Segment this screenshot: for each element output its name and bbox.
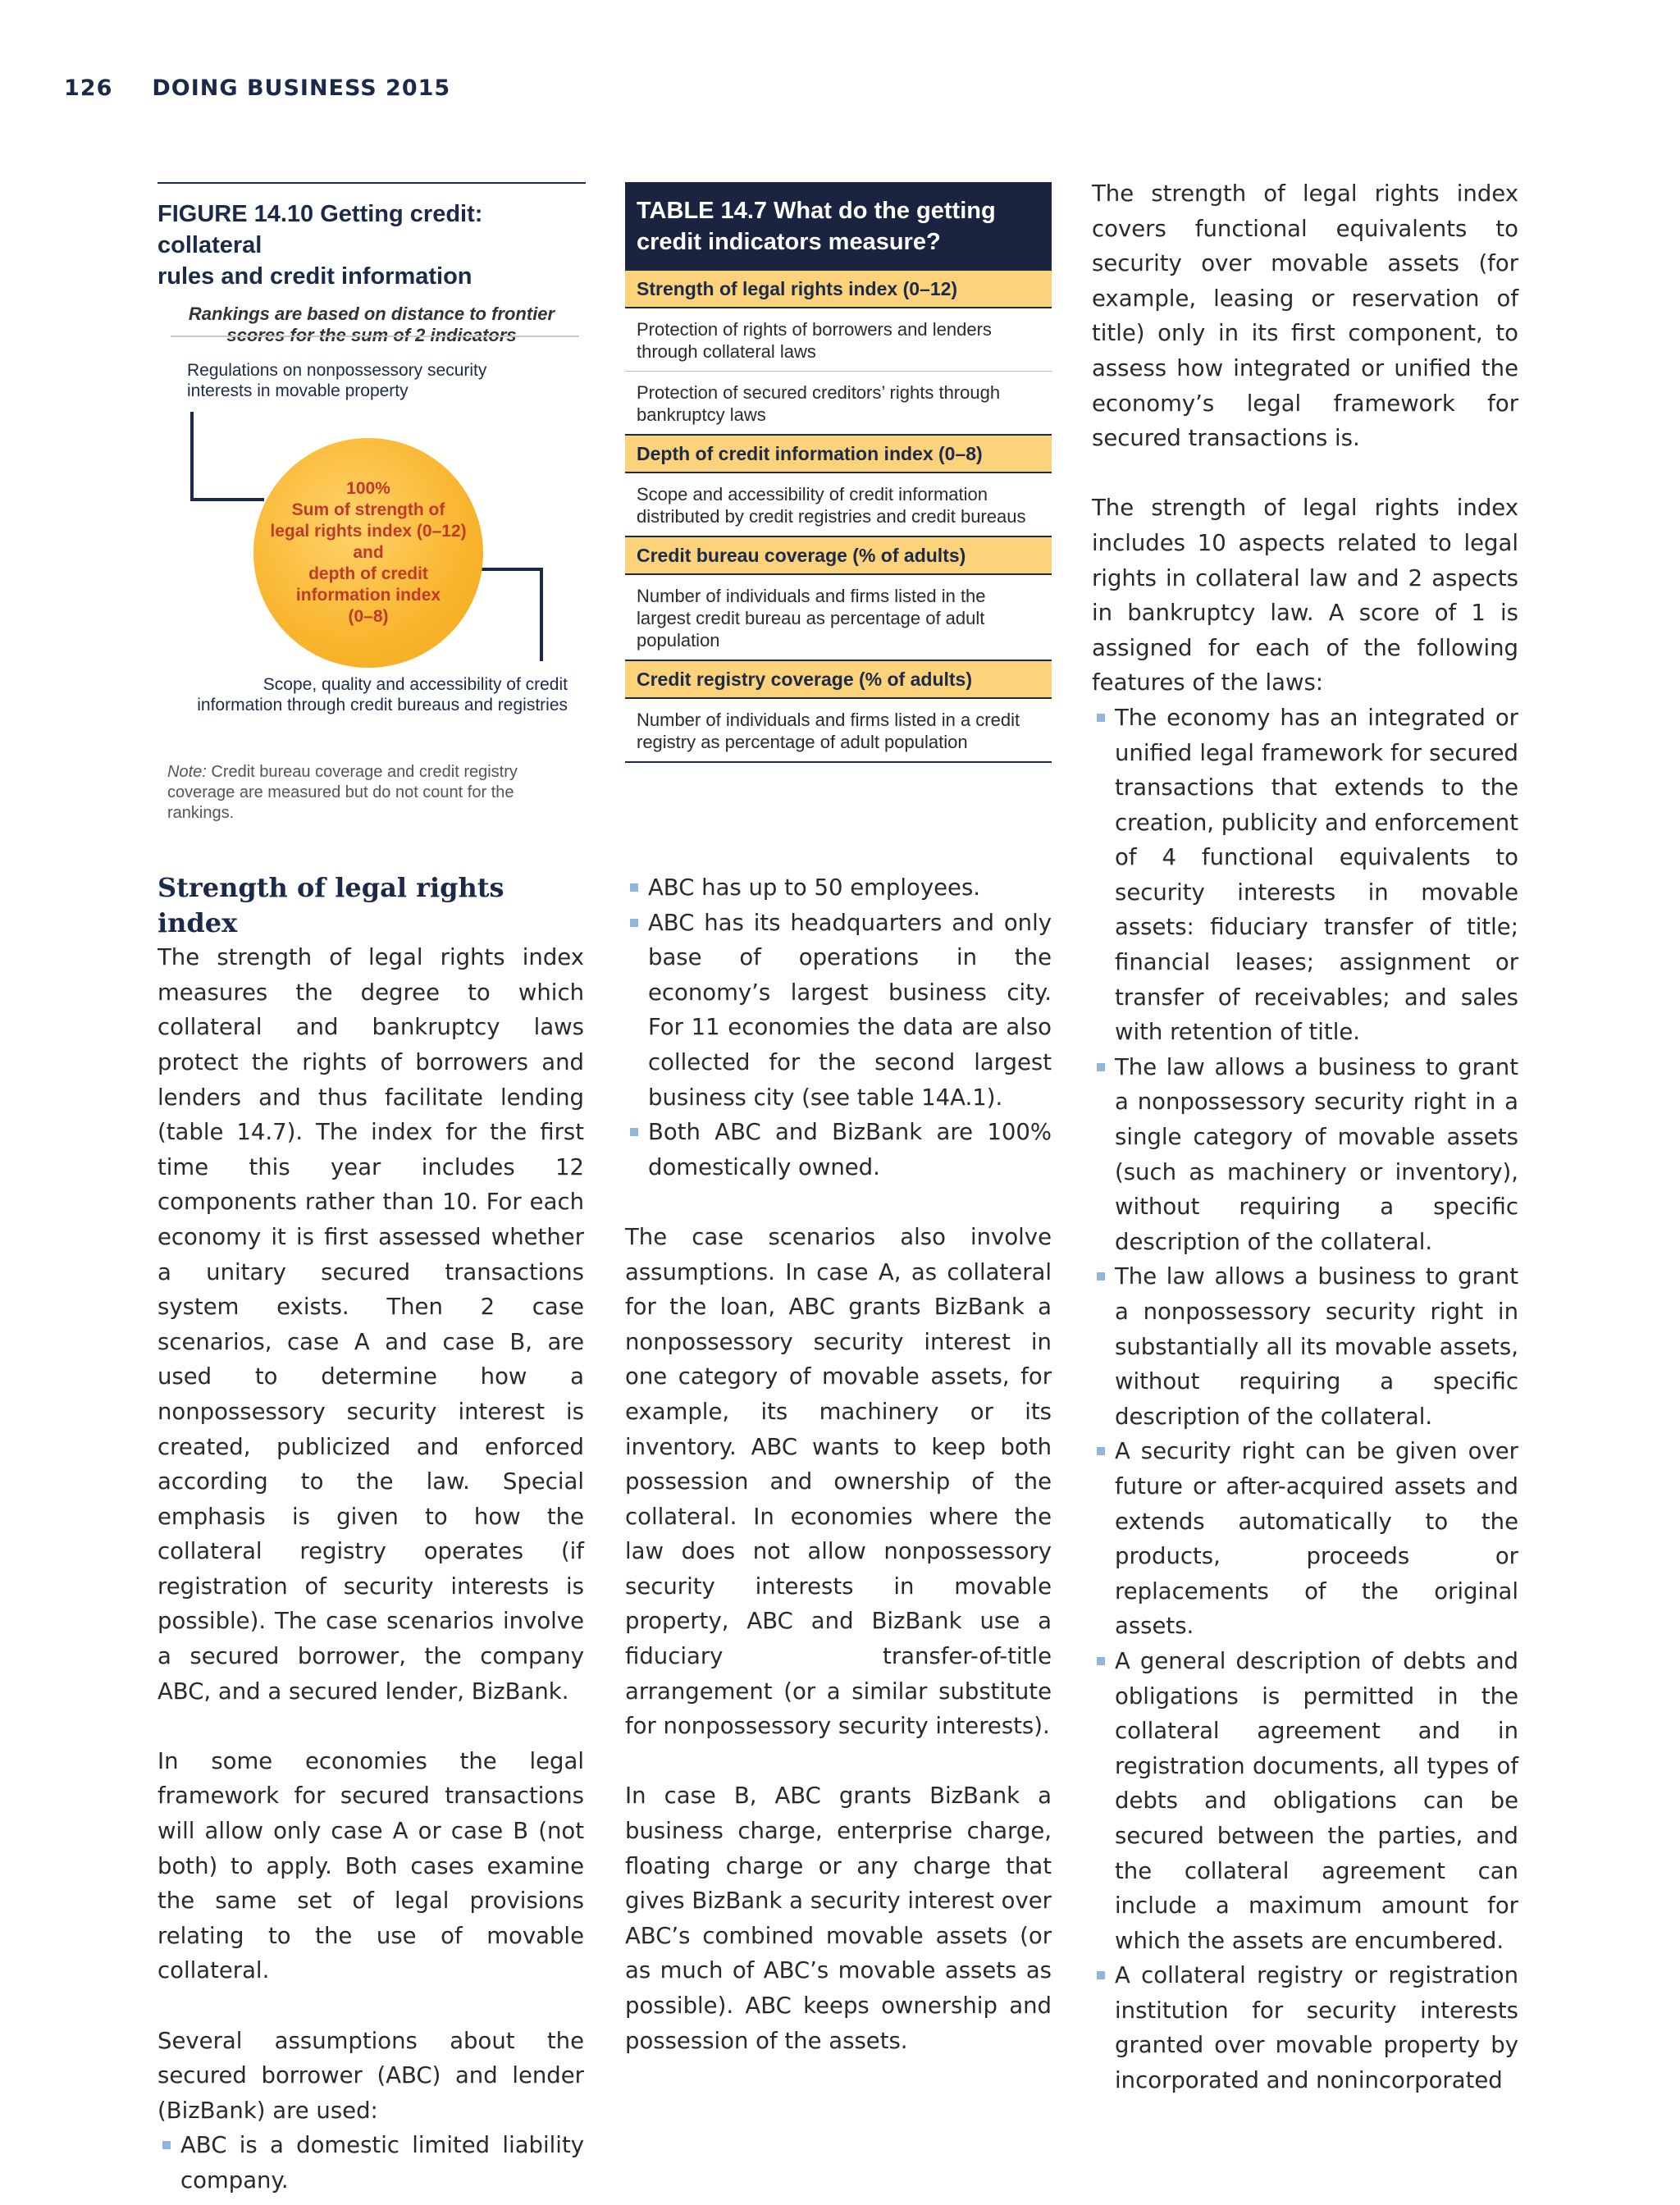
text-column-3 <box>1092 176 1518 2098</box>
note-text: Credit bureau coverage and credit registry coverage are measured but do not count for the rankings. <box>167 763 518 822</box>
circle-text-line: and <box>353 543 384 562</box>
label-line: Regulations on nonpossessory security <box>187 361 487 380</box>
list-item: ABC has up to 50 employees. <box>625 870 1052 906</box>
table-bottom-rule <box>625 761 1052 763</box>
list-item: ABC is a domestic limited liability company. <box>158 2128 584 2198</box>
paragraph: In case B, ABC grants BizBank a business charge, enterprise charge, floating charge or any charge that gives BizBank a security interest over ABC’s combined movable assets (or as much of ABC’s movable assets as possible). ABC keeps ownership and possession of the assets. <box>625 1783 1052 2054</box>
table-heading-row: Depth of credit information index (0–8) <box>625 434 1052 472</box>
table-heading-row: Strength of legal rights index (0–12) <box>625 269 1052 307</box>
figure-note <box>167 762 553 824</box>
figure-subtitle-line: scores for the sum of 2 indicators <box>226 325 517 345</box>
circle-text-line: depth of credit <box>308 564 428 583</box>
figure-subtitle-line: Rankings are based on distance to frontier <box>188 304 555 324</box>
text-column-2 <box>625 870 1052 2093</box>
label-line: information through credit bureaus and registries <box>197 696 568 714</box>
table-title <box>625 182 1052 269</box>
list-item: Both ABC and BizBank are 100% domestically owned. <box>625 1115 1052 1185</box>
figure-14-10 <box>158 182 586 840</box>
paragraph: The strength of legal rights index measures the degree to which collateral and bankruptcy laws protect the rights of borrowers and lenders and thus facilitate lending (table 14.7). The index for the first time this year includes 12 components rather than 10. For each economy it is first assessed whether a unitary secured transactions system exists. Then 2 case scenarios, case A and case B, are used to determine how a nonpossessory security interest is created, publicized and enforced according to the law. Special emphasis is given to how the collateral registry operates (if registration of security interests is possible). The case scenarios involve a secured borrower, the company ABC, and a secured lender, BizBank. <box>158 944 584 1705</box>
list-item: The law allows a business to grant a nonpossessory security right in a single category of movable assets (such as machinery or inventory), without requiring a specific description of the collateral. <box>1092 1050 1518 1260</box>
publication-title: DOING BUSINESS 2015 <box>152 75 451 101</box>
label-line: interests in movable property <box>187 381 409 400</box>
paragraph: In some economies the legal framework for secured transactions will allow only case A or case B (not both) to apply. Both cases examine the same set of legal provisions relating to the use of movable collateral. <box>158 1747 584 1984</box>
table-title-line: TABLE 14.7 What do the getting <box>637 198 996 224</box>
circle-text-line: 100% <box>346 479 390 498</box>
text-column-1 <box>158 870 584 2198</box>
sum-circle <box>253 438 483 668</box>
list-item: A general description of debts and obligations is permitted in the collateral agreement and in registration documents, all types of debts and obligations can be secured between the parties, and the collateral agreement can include a maximum amount for which the assets are encumbered. <box>1092 1644 1518 1958</box>
list-item: The law allows a business to grant a nonpossessory security right in substantially all its movable assets, without requiring a specific description of the collateral. <box>1092 1259 1518 1434</box>
list-item: A collateral registry or registration institution for security interests granted over movable property by incorporated and nonincorporated <box>1092 1958 1518 2098</box>
table-row: Number of individuals and firms listed in the largest credit bureau as percentage of adult population <box>625 573 1052 660</box>
figure-title-line: FIGURE 14.10 Getting credit: collateral <box>158 201 483 258</box>
running-header <box>64 75 450 101</box>
assumption-list <box>158 2128 584 2198</box>
list-item: ABC has its headquarters and only base of operations in the economy’s largest business city. For 11 economies the data are also collected for the second largest business city (see table 14A.1). <box>625 906 1052 1116</box>
legal-rights-feature-list <box>1092 701 1518 2098</box>
circle-text-line: Sum of strength of <box>291 500 445 519</box>
section-heading: Strength of legal rights index <box>158 872 504 938</box>
connector-line-top <box>192 412 264 500</box>
table-row: Protection of secured creditors’ rights through bankruptcy laws <box>625 371 1052 434</box>
note-label: Note: <box>167 763 207 781</box>
label-credit-information-scope <box>158 674 568 715</box>
paragraph: The strength of legal rights index includes 10 aspects related to legal rights in collateral law and 2 aspects in bankruptcy law. A score of 1 is assigned for each of the following features of the laws: <box>1092 495 1518 696</box>
paragraph: The strength of legal rights index covers functional equivalents to security over movable assets (for example, leasing or reservation of title) only in its first component, to assess how integrated or unified the economy’s legal framework for secured transactions is. <box>1092 180 1518 452</box>
label-nonpossessory-regulations <box>187 360 515 401</box>
paragraph: Several assumptions about the secured borrower (ABC) and lender (BizBank) are used: <box>158 2027 584 2124</box>
circle-text-line: (0–8) <box>348 607 389 626</box>
table-row: Number of individuals and firms listed in a credit registry as percentage of adult population <box>625 697 1052 761</box>
figure-title-line: rules and credit information <box>158 263 472 290</box>
table-row: Protection of rights of borrowers and lenders through collateral laws <box>625 307 1052 371</box>
table-row: Scope and accessibility of credit information distributed by credit registries and credit bureaus <box>625 472 1052 536</box>
page-number: 126 <box>64 75 113 101</box>
assumption-list-continued <box>625 870 1052 1185</box>
label-line: Scope, quality and accessibility of credit <box>262 675 568 694</box>
table-title-line: credit indicators measure? <box>637 229 941 255</box>
paragraph: The case scenarios also involve assumptions. In case A, as collateral for the loan, ABC grants BizBank a nonpossessory security interest in one category of movable assets, for example, its machinery or its inventory. ABC wants to keep both possession and ownership of the collateral. In economies where the law does not allow nonpossessory security interests in movable property, ABC and BizBank use a fiduciary transfer-of-title arrangement (or a similar substitute for nonpossessory security interests). <box>625 1223 1052 1740</box>
table-14-7 <box>625 182 1052 763</box>
list-item: The economy has an integrated or unified legal framework for secured transactions that extends to the creation, publicity and enforcement of 4 functional equivalents to security interests in movable assets: fiduciary transfer of title; financial leases; assignment or transfer of receivables; and sales with retention of title. <box>1092 701 1518 1050</box>
circle-text-line: legal rights index (0–12) <box>270 522 467 541</box>
circle-text-line: information index <box>295 586 441 605</box>
table-heading-row: Credit registry coverage (% of adults) <box>625 660 1052 697</box>
list-item: A security right can be given over future or after-acquired assets and extends automatically to the products, proceeds or replacements of the original assets. <box>1092 1434 1518 1644</box>
table-heading-row: Credit bureau coverage (% of adults) <box>625 536 1052 573</box>
